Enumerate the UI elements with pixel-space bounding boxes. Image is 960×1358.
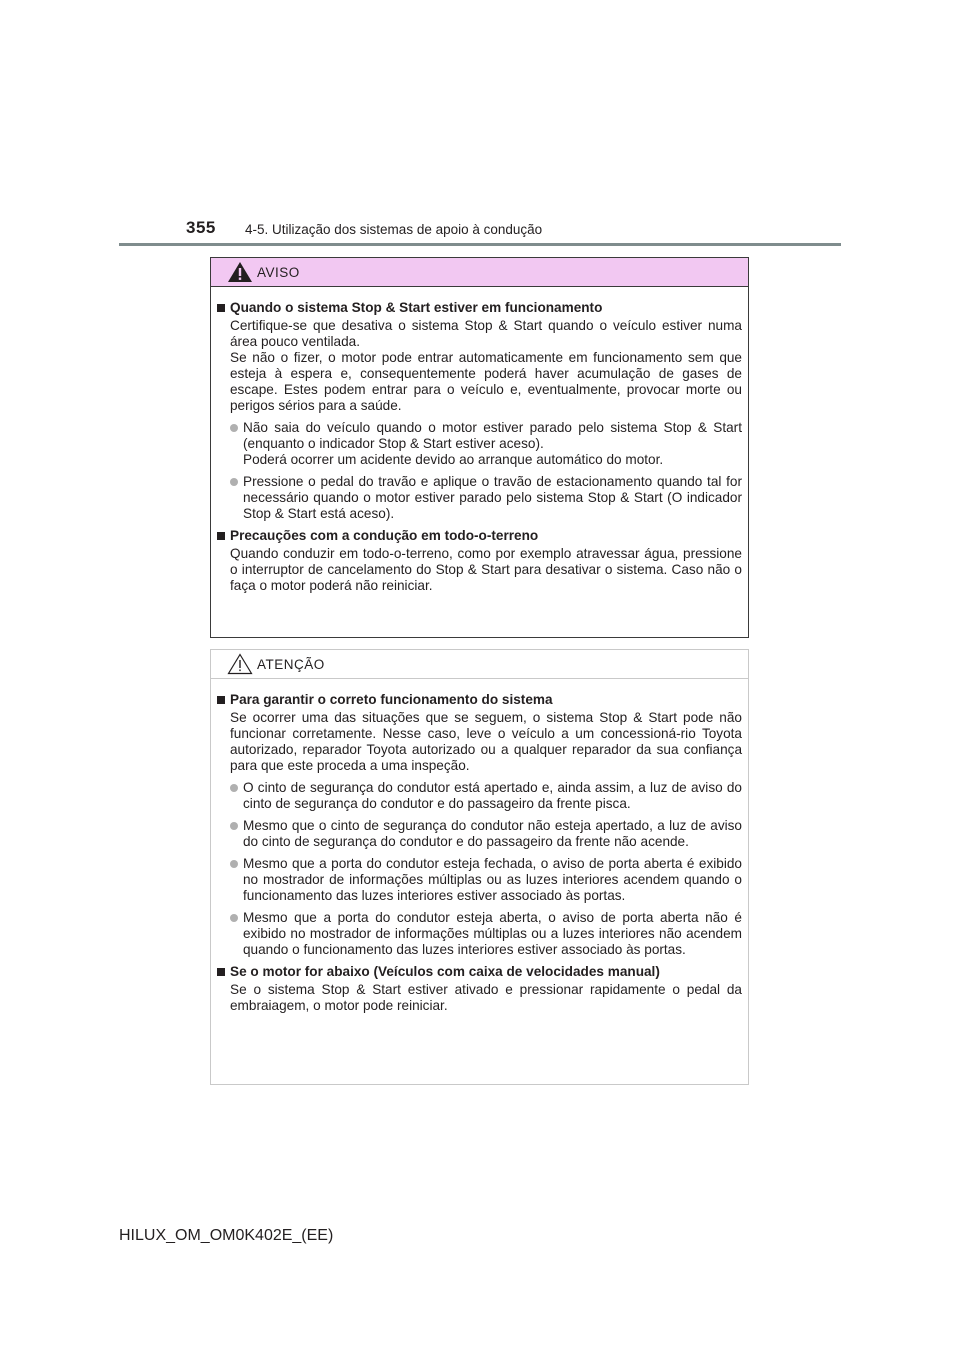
notice-sub-item	[217, 780, 742, 812]
square-bullet-icon	[217, 304, 225, 312]
circle-bullet-icon	[230, 860, 238, 868]
warning-item-text: Quando conduzir em todo-o-terreno, como por exemplo atravessar água, pressione o interruptor de cancelamento do Stop & Start para desativar o sistema. Caso não o faça o motor poderá não reiniciar.	[230, 546, 742, 593]
notice-item-text: Se o sistema Stop & Start estiver ativado e pressionar rapidamente o pedal da embraiagem, o motor pode reiniciar.	[230, 982, 742, 1013]
caution-triangle-icon	[227, 653, 253, 675]
warning-sub-text: Não saia do veículo quando o motor estiver parado pelo sistema Stop & Start (enquanto o indicador Stop & Start estiver aceso). Poderá ocorrer um acidente devido ao arranque automático do motor.	[243, 420, 742, 467]
warning-sub-item	[217, 420, 742, 468]
warning-item	[217, 528, 742, 594]
circle-bullet-icon	[230, 784, 238, 792]
warning-body	[211, 287, 748, 594]
notice-sub-item	[217, 818, 742, 850]
notice-item	[217, 964, 742, 1014]
notice-item-heading: Se o motor for abaixo (Veículos com caixa de velocidades manual)	[230, 964, 660, 979]
notice-sub-text: O cinto de segurança do condutor está apertado e, ainda assim, a luz de aviso do cinto de segurança do condutor e do passageiro da frente pisca.	[243, 780, 742, 811]
header-rule	[119, 243, 841, 246]
warning-box-header	[211, 258, 748, 287]
notice-item-heading-row	[217, 964, 742, 980]
notice-sub-text: Mesmo que a porta do condutor esteja aberta, o aviso de porta aberta não é exibido no mostrador de informações múltiplas ou a luzes interiores não acendem quando o funcionamento das luzes interiores estiver associado às portas.	[243, 910, 742, 957]
warning-sub-item	[217, 474, 742, 522]
notice-item-heading-row	[217, 692, 742, 708]
warning-item-heading-row	[217, 528, 742, 544]
warning-item-text: Certifique-se que desativa o sistema Stop & Start quando o veículo estiver numa área pouco ventilada. Se não o fizer, o motor pode entrar automaticamente em funcionamento sem que esteja à espera e, consequentemente poderá haver acumulação de gases de escape. Estes podem entrar para o veículo e, eventualmente, provocar morte ou perigos sérios para a saúde.	[230, 318, 742, 413]
notice-item-heading: Para garantir o correto funcionamento do sistema	[230, 692, 553, 707]
square-bullet-icon	[217, 968, 225, 976]
circle-bullet-icon	[230, 822, 238, 830]
square-bullet-icon	[217, 696, 225, 704]
notice-sub-text: Mesmo que a porta do condutor esteja fechada, o aviso de porta aberta é exibido no mostrador de informações múltiplas ou as luzes interiores acendem quando o funcionamento das luzes interiores estiver associado às portas.	[243, 856, 742, 903]
circle-bullet-icon	[230, 478, 238, 486]
notice-sub-item	[217, 910, 742, 958]
warning-item-heading: Precauções com a condução em todo-o-terreno	[230, 528, 539, 543]
circle-bullet-icon	[230, 424, 238, 432]
warning-item	[217, 300, 742, 522]
notice-body	[211, 679, 748, 1014]
warning-title: AVISO	[257, 264, 300, 280]
document-code: HILUX_OM_OM0K402E_(EE)	[119, 1227, 334, 1244]
notice-sub-text: Mesmo que o cinto de segurança do condutor não esteja apertado, a luz de aviso do cinto de segurança do condutor e do passageiro da frente não acende.	[243, 818, 742, 849]
notice-box	[210, 649, 749, 1085]
warning-box	[210, 257, 749, 638]
square-bullet-icon	[217, 532, 225, 540]
warning-item-heading-row	[217, 300, 742, 316]
notice-box-header	[211, 650, 748, 679]
notice-item	[217, 692, 742, 958]
notice-sub-item	[217, 856, 742, 904]
warning-item-heading: Quando o sistema Stop & Start estiver em funcionamento	[230, 300, 603, 315]
page-number: 355	[186, 218, 216, 237]
notice-item-text: Se ocorrer uma das situações que se seguem, o sistema Stop & Start pode não funcionar corretamente. Nesse caso, leve o veículo a um concessioná-rio Toyota autorizado, reparador Toyota autorizado ou a qualquer reparador da sua confiança para que este proceda a uma inspeção.	[230, 710, 742, 773]
circle-bullet-icon	[230, 914, 238, 922]
warning-triangle-icon	[227, 261, 253, 283]
warning-sub-text: Pressione o pedal do travão e aplique o travão de estacionamento quando tal for necessário quando o motor estiver parado pelo sistema Stop & Start (O indicador Stop & Start está aceso).	[243, 474, 742, 521]
section-title: 4-5. Utilização dos sistemas de apoio à condução	[245, 222, 543, 237]
notice-title: ATENÇÃO	[257, 656, 325, 672]
